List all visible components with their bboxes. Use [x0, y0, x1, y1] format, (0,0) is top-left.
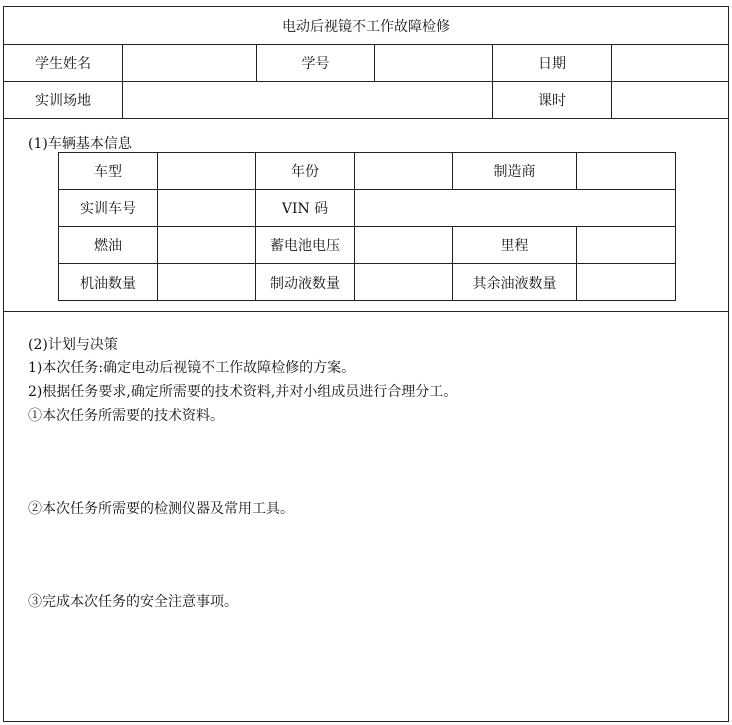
- engine-oil-quantity-label: 机油数量: [80, 275, 136, 292]
- planning-heading: (2)计划与决策: [28, 337, 118, 353]
- battery-voltage-label: 蓄电池电压: [255, 227, 354, 263]
- training-site-label: 实训场地: [35, 93, 91, 109]
- table-row: [59, 190, 675, 227]
- brake-fluid-quantity-field[interactable]: [354, 264, 452, 301]
- student-info-row: [4, 45, 728, 82]
- vehicle-model-field[interactable]: [157, 153, 255, 189]
- training-car-number-field[interactable]: [157, 190, 255, 226]
- task-worksheet: [3, 6, 729, 722]
- vehicle-info-table: [58, 152, 676, 301]
- vin-label: VIN 码: [255, 190, 354, 226]
- student-id-field[interactable]: [374, 45, 492, 81]
- mileage-label: 里程: [452, 227, 576, 263]
- other-fluid-quantity-label: 其余油液数量: [452, 264, 576, 301]
- table-row: [59, 264, 675, 301]
- class-hours-field[interactable]: [611, 82, 728, 118]
- vin-field[interactable]: [354, 190, 675, 226]
- table-row: [59, 153, 675, 190]
- training-site-field[interactable]: [122, 82, 492, 118]
- student-id-label: 学号: [256, 45, 374, 81]
- vehicle-year-label: 年份: [255, 153, 354, 189]
- technical-materials-item: ①本次任务所需要的技术资料。: [28, 408, 224, 424]
- battery-voltage-field[interactable]: [354, 227, 452, 263]
- page-title: 电动后视镜不工作故障检修: [282, 18, 450, 35]
- vehicle-model-label: 车型: [94, 164, 122, 180]
- mileage-field[interactable]: [576, 227, 675, 263]
- other-fluid-quantity-field[interactable]: [576, 264, 675, 301]
- manufacturer-field[interactable]: [576, 153, 675, 189]
- fuel-field[interactable]: [157, 227, 255, 263]
- instruments-tools-item: ②本次任务所需要的检测仪器及常用工具。: [28, 501, 294, 517]
- brake-fluid-quantity-label: 制动液数量: [255, 264, 354, 301]
- date-field[interactable]: [611, 45, 728, 81]
- training-car-number-label: 实训车号: [80, 201, 136, 217]
- engine-oil-quantity-field[interactable]: [157, 264, 255, 301]
- fuel-label: 燃油: [94, 238, 122, 254]
- student-name-label: 学生姓名: [35, 56, 91, 72]
- safety-notes-item: ③完成本次任务的安全注意事项。: [28, 594, 238, 610]
- student-name-field[interactable]: [122, 45, 256, 81]
- manufacturer-label: 制造商: [452, 153, 576, 189]
- vehicle-year-field[interactable]: [354, 153, 452, 189]
- table-row: [59, 227, 675, 264]
- site-info-row: [4, 82, 728, 119]
- date-label: 日期: [492, 45, 611, 81]
- vehicle-info-heading: (1)车辆基本信息: [28, 136, 132, 152]
- class-hours-label: 课时: [492, 82, 611, 118]
- vehicle-info-section: [4, 119, 728, 312]
- task-description: 1)本次任务:确定电动后视镜不工作故障检修的方案。: [28, 360, 356, 376]
- title-row: [4, 7, 728, 45]
- task-requirement: 2)根据任务要求,确定所需要的技术资料,并对小组成员进行合理分工。: [28, 384, 458, 400]
